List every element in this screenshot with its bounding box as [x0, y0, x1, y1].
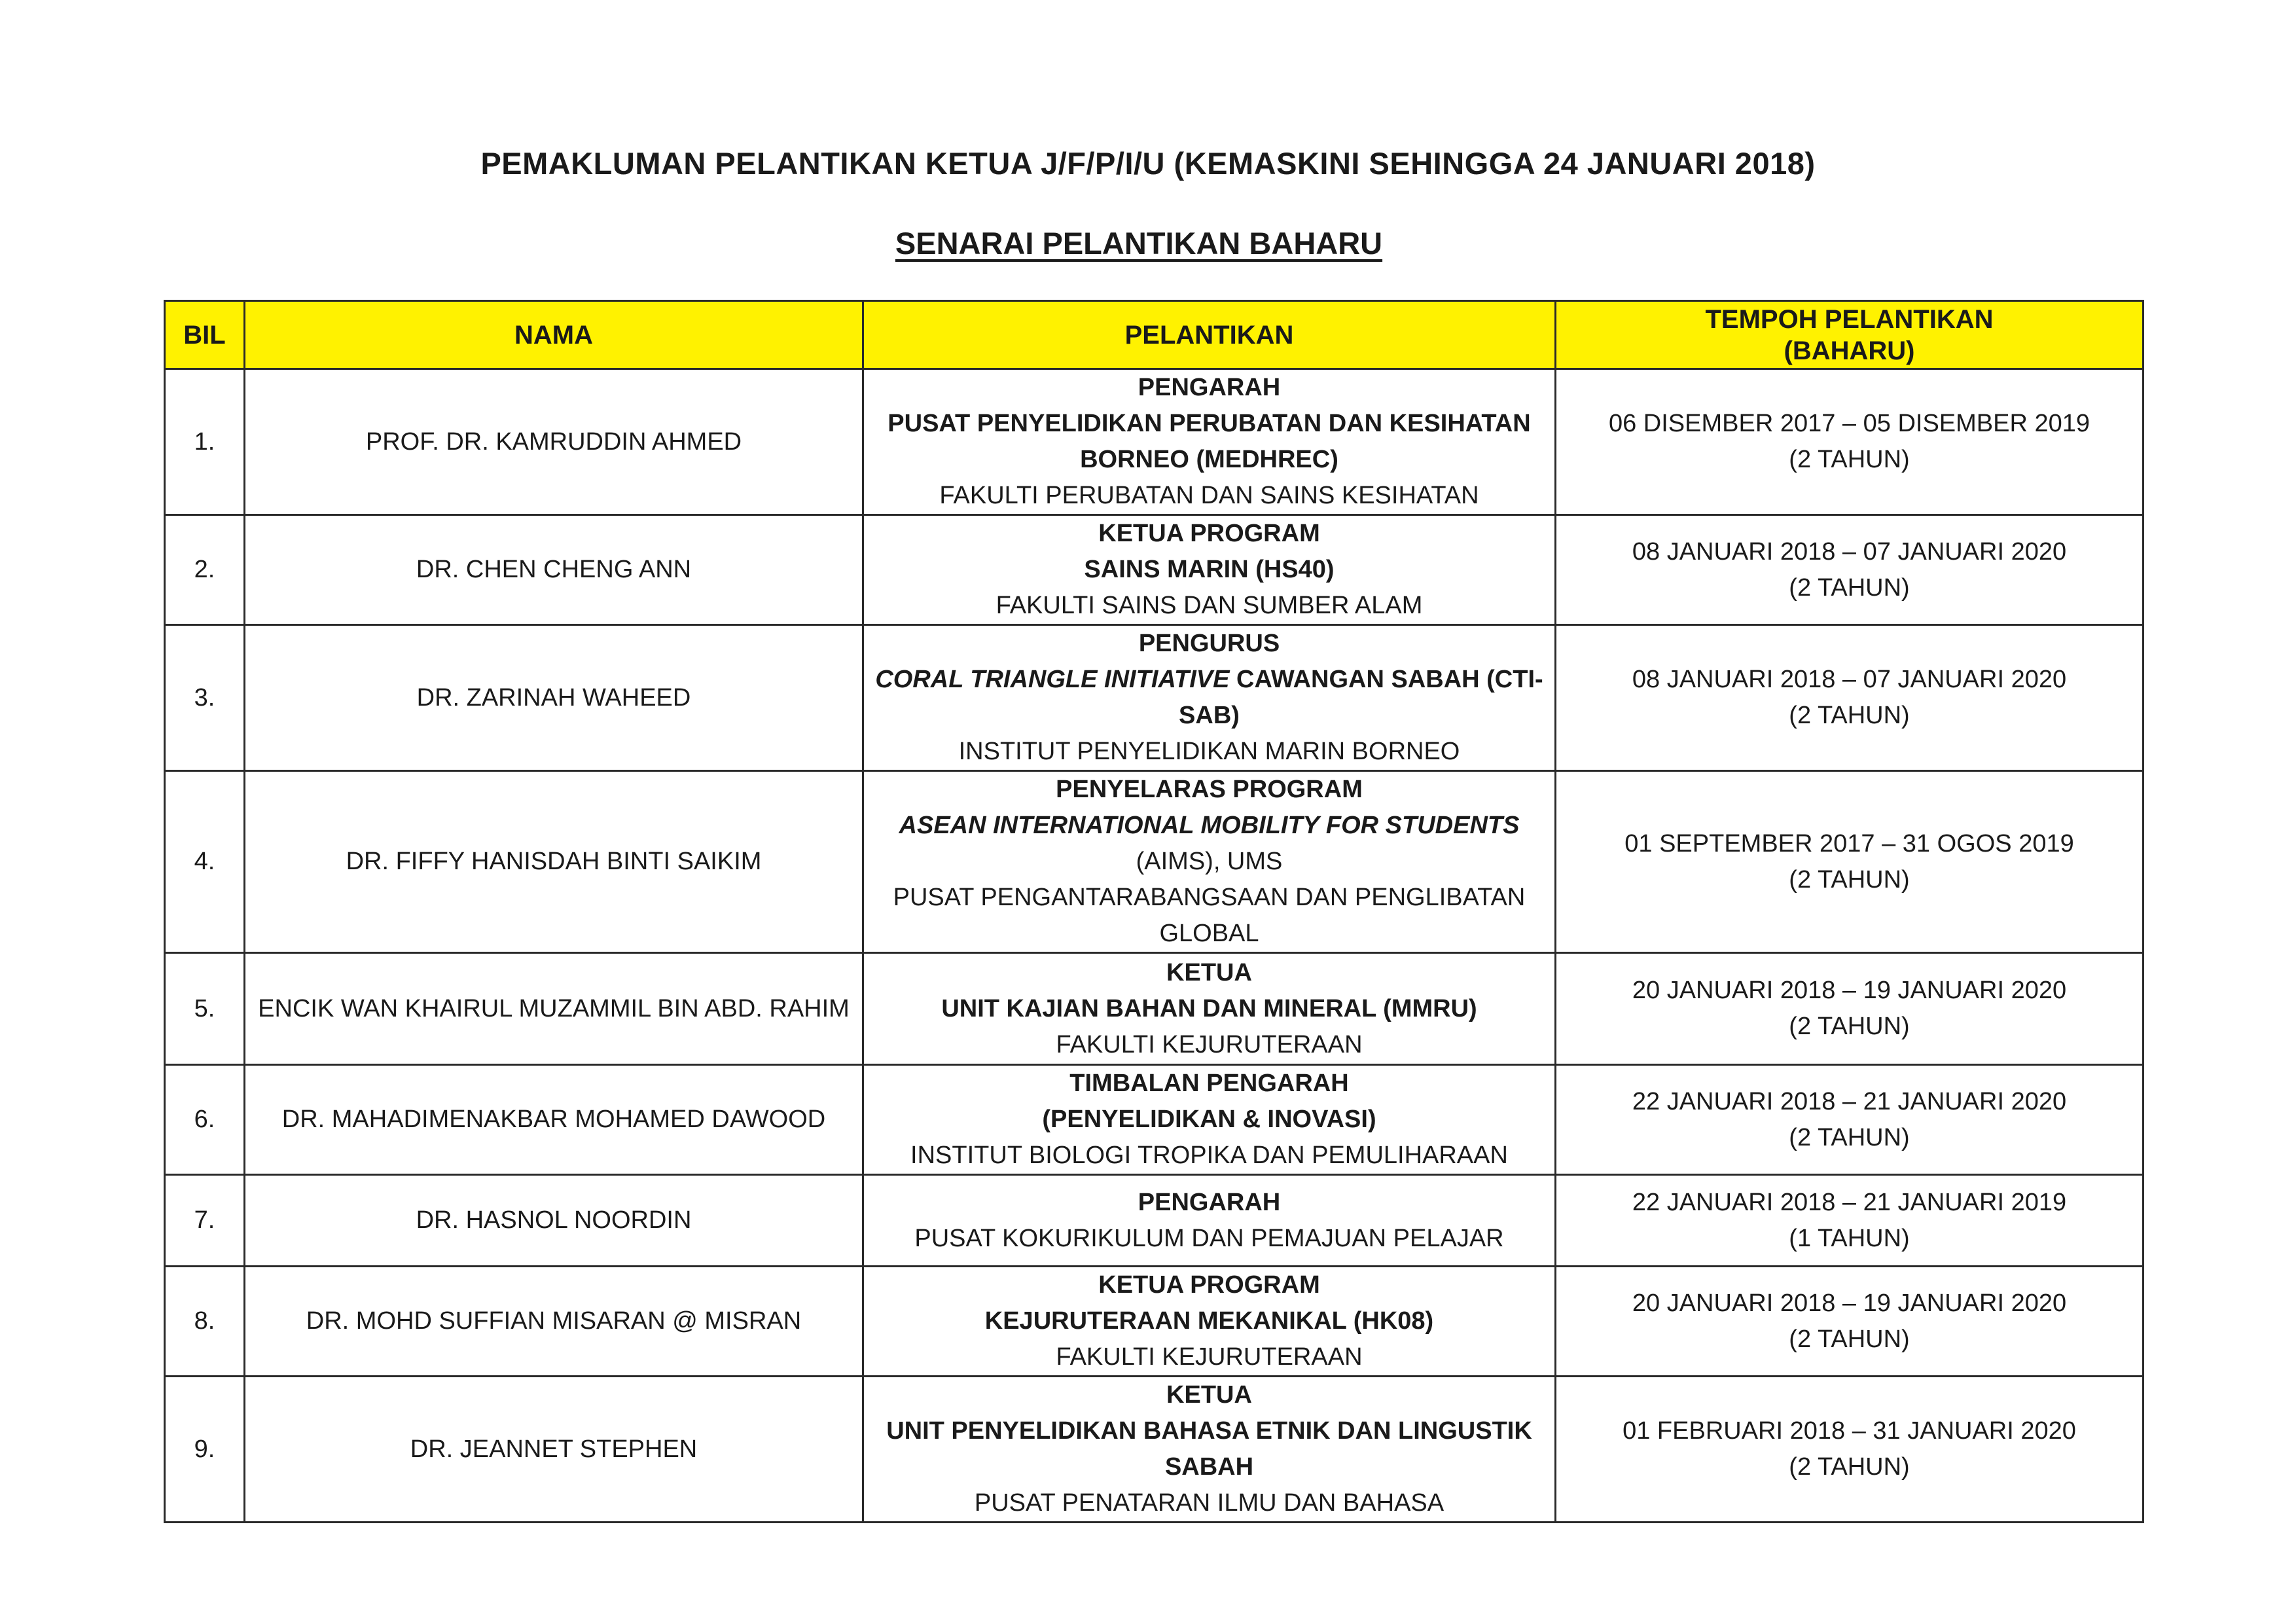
period-duration: (1 TAHUN): [1789, 1224, 1910, 1252]
unit-italic-part: CORAL TRIANGLE INITIATIVE: [875, 666, 1230, 693]
appointment-faculty: FAKULTI SAINS DAN SUMBER ALAM: [996, 592, 1423, 619]
row-pelantikan: [863, 771, 1556, 953]
header-tempoh-line1: TEMPOH PELANTIKAN: [1705, 304, 1994, 334]
document-subtitle: [0, 225, 2278, 262]
period-dates: 01 FEBRUARI 2018 – 31 JANUARI 2020: [1623, 1417, 2076, 1445]
appointment-unit: [870, 662, 1548, 734]
row-bil: 3.: [165, 625, 245, 771]
period-duration: (2 TAHUN): [1789, 446, 1910, 473]
appointment-role: PENGURUS: [1138, 630, 1280, 657]
table-row: [165, 1065, 2144, 1175]
row-nama: DR. MAHADIMENAKBAR MOHAMED DAWOOD: [245, 1065, 863, 1175]
table-row: [165, 369, 2144, 515]
table-row: [165, 1377, 2144, 1523]
period-duration: (2 TAHUN): [1789, 865, 1910, 893]
document-title: PEMAKLUMAN PELANTIKAN KETUA J/F/P/I/U (KEMASKINI SEHINGGA 24 JANUARI 2018): [480, 146, 1816, 181]
appointment-role: PENYELARAS PROGRAM: [1056, 776, 1363, 803]
table-row: [165, 771, 2144, 953]
row-tempoh: [1556, 1377, 2144, 1523]
row-pelantikan: [863, 369, 1556, 515]
unit-rest-part: CAWANGAN SABAH (CTI-SAB): [1179, 666, 1543, 729]
unit-italic-part: ASEAN INTERNATIONAL MOBILITY FOR STUDENTS: [899, 812, 1520, 839]
header-tempoh-line2: (BAHARU): [1784, 336, 1915, 365]
appointment-unit: KEJURUTERAAN MEKANIKAL (HK08): [984, 1307, 1434, 1335]
row-tempoh: [1556, 625, 2144, 771]
row-bil: 8.: [165, 1267, 245, 1377]
row-nama: DR. MOHD SUFFIAN MISARAN @ MISRAN: [245, 1267, 863, 1377]
header-pelantikan: PELANTIKAN: [863, 301, 1556, 369]
header-tempoh: [1556, 301, 2144, 369]
period-duration: (2 TAHUN): [1789, 1453, 1910, 1481]
header-nama: NAMA: [245, 301, 863, 369]
period-duration: (2 TAHUN): [1789, 1325, 1910, 1353]
appointment-role: PENGARAH: [1138, 1188, 1281, 1216]
appointment-faculty: FAKULTI KEJURUTERAAN: [1056, 1343, 1363, 1371]
appointment-unit: (PENYELIDIKAN & INOVASI): [1042, 1106, 1376, 1133]
appointment-role: KETUA: [1166, 1381, 1252, 1409]
appointment-unit: UNIT KAJIAN BAHAN DAN MINERAL (MMRU): [941, 994, 1477, 1022]
row-bil: 5.: [165, 953, 245, 1065]
row-pelantikan: [863, 625, 1556, 771]
appointment-role: KETUA: [1166, 958, 1252, 986]
row-nama: PROF. DR. KAMRUDDIN AHMED: [245, 369, 863, 515]
appointment-unit: [870, 808, 1548, 844]
appointment-unit: SAINS MARIN (HS40): [1084, 556, 1335, 583]
period-duration: (2 TAHUN): [1789, 1123, 1910, 1151]
row-bil: 9.: [165, 1377, 245, 1523]
period-duration: (2 TAHUN): [1789, 1013, 1910, 1040]
table-row: [165, 515, 2144, 625]
row-pelantikan: [863, 515, 1556, 625]
period-dates: 08 JANUARI 2018 – 07 JANUARI 2020: [1632, 666, 2067, 693]
appointment-faculty: PUSAT PENGANTARABANGSAAN DAN PENGLIBATAN GLOBAL: [893, 884, 1526, 947]
row-pelantikan: [863, 953, 1556, 1065]
row-nama: DR. FIFFY HANISDAH BINTI SAIKIM: [245, 771, 863, 953]
table-row: [165, 1267, 2144, 1377]
table-row: [165, 1175, 2144, 1267]
row-nama: DR. JEANNET STEPHEN: [245, 1377, 863, 1523]
appointment-faculty: FAKULTI KEJURUTERAAN: [1056, 1030, 1363, 1058]
row-nama: DR. CHEN CHENG ANN: [245, 515, 863, 625]
row-tempoh: [1556, 369, 2144, 515]
header-bil: BIL: [165, 301, 245, 369]
appointment-faculty: PUSAT PENATARAN ILMU DAN BAHASA: [974, 1489, 1444, 1517]
row-bil: 2.: [165, 515, 245, 625]
row-tempoh: [1556, 771, 2144, 953]
appointment-faculty: INSTITUT PENYELIDIKAN MARIN BORNEO: [958, 738, 1460, 765]
appointment-faculty: FAKULTI PERUBATAN DAN SAINS KESIHATAN: [939, 482, 1479, 509]
period-dates: 20 JANUARI 2018 – 19 JANUARI 2020: [1632, 977, 2067, 1004]
table-header-row: [165, 301, 2144, 369]
table-row: [165, 953, 2144, 1065]
period-dates: 08 JANUARI 2018 – 07 JANUARI 2020: [1632, 537, 2067, 566]
row-bil: 4.: [165, 771, 245, 953]
appointment-unit: PUSAT PENYELIDIKAN PERUBATAN DAN KESIHATAN BORNEO (MEDHREC): [888, 410, 1531, 473]
period-dates: 01 SEPTEMBER 2017 – 31 OGOS 2019: [1624, 829, 2074, 857]
row-bil: 6.: [165, 1065, 245, 1175]
row-bil: 7.: [165, 1175, 245, 1267]
appointment-unit: UNIT PENYELIDIKAN BAHASA ETNIK DAN LINGUSTIK SABAH: [886, 1417, 1532, 1481]
appointment-faculty: PUSAT KOKURIKULUM DAN PEMAJUAN PELAJAR: [914, 1224, 1504, 1252]
row-tempoh: [1556, 1267, 2144, 1377]
row-pelantikan: [863, 1175, 1556, 1267]
appointment-role: KETUA PROGRAM: [1098, 520, 1320, 547]
appointment-unit-suffix: (AIMS), UMS: [1136, 848, 1283, 875]
row-bil: 1.: [165, 369, 245, 515]
row-tempoh: [1556, 1065, 2144, 1175]
subtitle-text: SENARAI PELANTIKAN BAHARU: [895, 226, 1383, 261]
period-dates: 20 JANUARI 2018 – 19 JANUARI 2020: [1632, 1289, 2067, 1317]
row-nama: DR. ZARINAH WAHEED: [245, 625, 863, 771]
row-tempoh: [1556, 1175, 2144, 1267]
row-pelantikan: [863, 1377, 1556, 1523]
row-nama: DR. HASNOL NOORDIN: [245, 1175, 863, 1267]
period-dates: 22 JANUARI 2018 – 21 JANUARI 2019: [1632, 1188, 2067, 1216]
period-duration: (2 TAHUN): [1789, 573, 1910, 602]
row-pelantikan: [863, 1065, 1556, 1175]
row-tempoh: [1556, 953, 2144, 1065]
row-nama: ENCIK WAN KHAIRUL MUZAMMIL BIN ABD. RAHIM: [245, 953, 863, 1065]
appointment-faculty: INSTITUT BIOLOGI TROPIKA DAN PEMULIHARAAN: [910, 1142, 1508, 1169]
row-tempoh: [1556, 515, 2144, 625]
period-dates: 22 JANUARI 2018 – 21 JANUARI 2020: [1632, 1087, 2067, 1115]
period-duration: (2 TAHUN): [1789, 702, 1910, 729]
appointment-role: TIMBALAN PENGARAH: [1069, 1070, 1349, 1097]
table-row: [165, 625, 2144, 771]
appointments-table: [164, 300, 2144, 1523]
appointment-role: KETUA PROGRAM: [1098, 1271, 1320, 1299]
row-pelantikan: [863, 1267, 1556, 1377]
appointment-role: PENGARAH: [1138, 374, 1281, 401]
period-dates: 06 DISEMBER 2017 – 05 DISEMBER 2019: [1608, 410, 2090, 437]
